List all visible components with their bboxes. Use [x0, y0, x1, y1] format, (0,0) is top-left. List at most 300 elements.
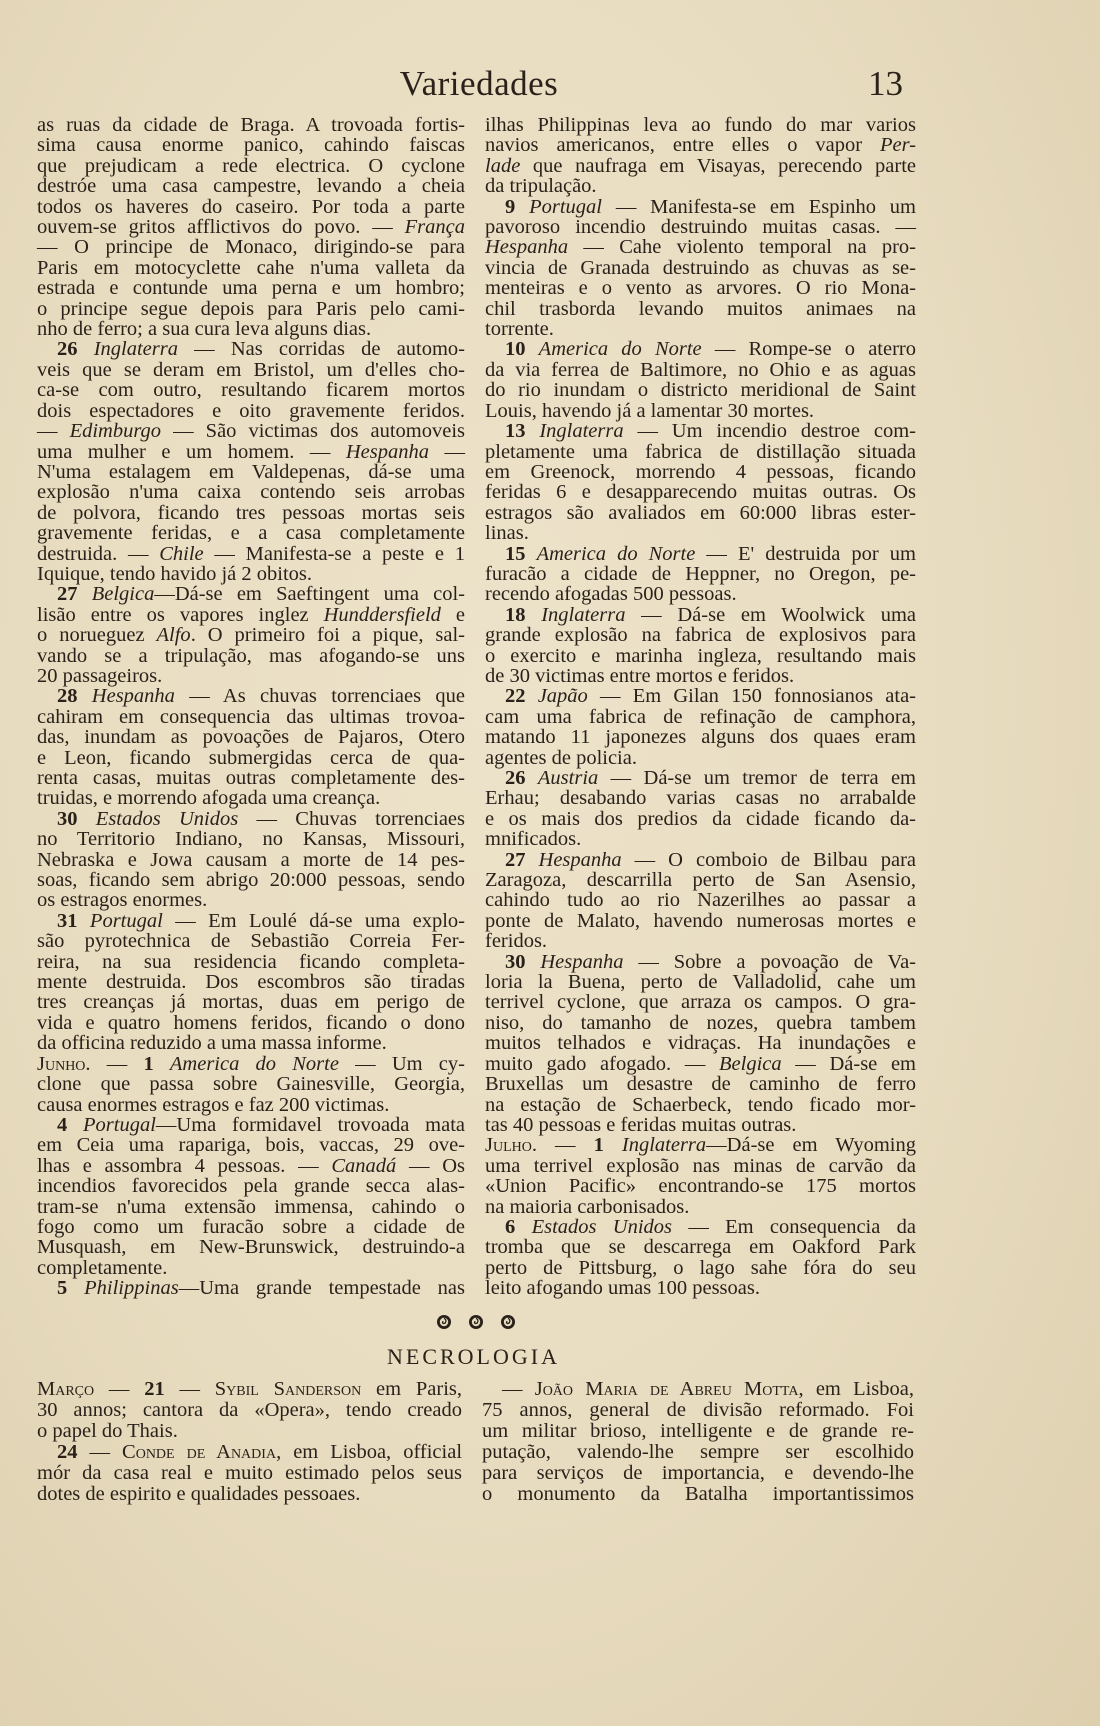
text-line [485, 992, 916, 1012]
italic-term: Portugal [83, 1113, 156, 1136]
text-line [37, 1135, 465, 1155]
date-number: 27 [505, 848, 526, 871]
text-line [37, 1258, 465, 1278]
text-line [485, 666, 916, 686]
text-run: Iquique, tendo havido já 2 obitos. [37, 562, 312, 585]
text-line [485, 564, 916, 584]
date-number: 15 [505, 542, 526, 565]
text-line [485, 1197, 916, 1217]
text-run: feridos. [485, 930, 548, 953]
text-run: feridas 6 e desapparecendo muitas outras. Os [485, 481, 916, 504]
text-line [37, 646, 465, 666]
text-run: clone que passa sobre Gainesville, Georgia, [37, 1073, 465, 1096]
text-run [526, 849, 539, 871]
text-run: das, inundam as povoações de Pajaros, Otero [37, 726, 465, 749]
text-run: muitos telhados e vidraças. Ha inundações e [485, 1032, 916, 1055]
text-run: —Uma formidavel trovoada mata [155, 1113, 465, 1136]
text-line [37, 258, 465, 278]
text-line [37, 1421, 462, 1442]
text-line [37, 666, 465, 686]
text-line [485, 299, 916, 319]
text-run: Nebraska e Jowa causam a morte de 14 pes- [37, 848, 465, 871]
text-line [37, 462, 465, 482]
text-run: . O primeiro foi a pique, sal- [190, 624, 465, 647]
text-run: estrada e contunde uma perna e um hombro; [37, 277, 465, 300]
text-line [485, 523, 916, 543]
italic-term: Hespanha [540, 950, 624, 973]
date-number: 26 [505, 767, 526, 789]
text-run [526, 604, 542, 626]
text-line [37, 1115, 465, 1135]
text-run: — Chuvas torrenciaes [238, 807, 466, 830]
text-run: ouvem-se gritos afflictivos do povo. — [37, 216, 405, 239]
text-line [485, 748, 916, 768]
text-run: , em Lisboa, [798, 1378, 914, 1400]
text-run: ilhas Philippinas leva ao fundo do mar varios [485, 114, 916, 136]
text-run: Bruxellas um desastre de caminho de ferro [485, 1073, 916, 1096]
small-caps-term: Junho. [37, 1052, 91, 1075]
text-line [485, 1054, 916, 1074]
text-run: — [77, 1441, 123, 1463]
paragraph [485, 1217, 916, 1299]
date-number: 1 [143, 1052, 154, 1075]
italic-term: Estados Unidos [531, 1215, 673, 1238]
text-line [485, 809, 916, 829]
text-line [485, 727, 916, 747]
text-line [485, 829, 916, 849]
text-run: — Nas corridas de automo- [177, 338, 466, 361]
text-run: Musquash, em New-Brunswick, destruindo-a [37, 1236, 465, 1259]
date-number: 31 [57, 909, 78, 932]
text-line [37, 1217, 465, 1237]
text-line [37, 727, 465, 747]
paragraph [485, 421, 916, 543]
fleuron-icon [436, 1314, 452, 1330]
text-line [485, 319, 916, 339]
text-line [485, 258, 916, 278]
text-line [37, 237, 465, 257]
date-number: 21 [144, 1378, 165, 1400]
italic-term: Belgica [719, 1052, 782, 1075]
text-line [37, 1484, 462, 1505]
text-line [37, 1095, 465, 1115]
paragraph [485, 339, 916, 421]
date-number: 4 [57, 1113, 68, 1136]
text-line [485, 135, 916, 155]
text-run: ca-se com outro, resultando ficarem mortos [37, 379, 465, 402]
text-run: cam uma fabrica de refinação de camphora, [485, 705, 916, 728]
text-run: tromba que se descarrega em Oakford Park [485, 1236, 916, 1259]
text-line [485, 768, 916, 788]
text-line [485, 646, 916, 666]
text-run [526, 338, 539, 360]
text-line [37, 931, 465, 951]
text-line [37, 421, 465, 441]
text-line [485, 339, 916, 359]
text-line [37, 809, 465, 829]
text-line [37, 1013, 465, 1033]
paragraph [485, 952, 916, 1136]
text-line [37, 890, 465, 910]
small-caps-term: Sybil Sanderson [214, 1378, 362, 1400]
italic-term: Hespanha [538, 848, 622, 871]
text-run: reira, na sua residencia ficando completa- [37, 950, 465, 973]
italic-term: America do Norte [169, 1052, 339, 1075]
paragraph [37, 686, 465, 808]
text-run: — Dá-se um tremor de terra em [598, 767, 917, 789]
text-line [37, 503, 465, 523]
text-run: Zaragoza, descarrilla perto de San Asensio, [485, 869, 916, 892]
text-run: menteiras e o vento as arvores. O rio Mona- [485, 277, 916, 300]
italic-term: Portugal [529, 195, 602, 218]
necrology-heading: NECROLOGIA [387, 1344, 560, 1369]
text-run: furacão a cidade de Heppner, no Oregon, pe- [485, 562, 916, 585]
text-line [485, 1258, 916, 1278]
text-run: — [90, 1052, 144, 1075]
text-run: em Ceia uma rapariga, bois, vaccas, 29 ove- [37, 1134, 465, 1157]
paragraph [37, 1278, 465, 1298]
italic-term: Austria [537, 767, 599, 789]
text-run: pavoroso incendio destruindo muitas casas. — [485, 216, 916, 239]
italic-term: Canadá [331, 1154, 397, 1177]
text-run: em Paris, [361, 1378, 463, 1400]
text-line [37, 319, 465, 339]
date-number: 6 [505, 1215, 516, 1238]
text-line [37, 176, 465, 196]
text-run: no Territorio Indiano, no Kansas, Missouri, [37, 828, 465, 851]
paragraph [37, 911, 465, 1054]
text-run: 30 annos; cantora da «Opera», tendo creado [37, 1399, 462, 1421]
text-run: — São victimas dos automoveis [161, 420, 466, 443]
italic-term: França [404, 216, 465, 239]
text-run: vincia de Granada destruindo as chuvas as se- [485, 256, 916, 279]
date-number: 1 [593, 1134, 604, 1157]
text-run [67, 1114, 83, 1136]
date-number: 27 [57, 583, 78, 606]
date-number: 5 [57, 1277, 68, 1300]
text-run [78, 338, 94, 360]
paragraph [485, 115, 916, 197]
text-line [485, 1115, 916, 1135]
text-line [485, 972, 916, 992]
text-line [37, 564, 465, 584]
text-run: —Dá-se em Wyoming [706, 1134, 916, 1157]
text-line [37, 1237, 465, 1257]
date-number: 13 [505, 420, 526, 443]
text-line [37, 584, 465, 604]
text-run: as ruas da cidade de Braga. A trovoada fortis- [37, 114, 465, 136]
text-run [526, 951, 541, 973]
text-line [37, 625, 465, 645]
text-run [78, 910, 90, 932]
fleuron-icon [500, 1314, 516, 1330]
date-number: 30 [505, 950, 526, 973]
text-run: — Em consequencia da [672, 1215, 917, 1238]
text-run: de polvora, ficando tres pessoas mortas seis [37, 501, 465, 524]
italic-term: Estados Unidos [95, 807, 239, 830]
text-run: o exercito e marinha ingleza, resultando mais [485, 644, 916, 667]
italic-term: Inglaterra [541, 603, 626, 626]
text-run: navios americanos, entre elles o vapor [485, 134, 880, 157]
text-line [37, 829, 465, 849]
text-run: causa enormes estragos e faz 200 victimas. [37, 1093, 390, 1116]
text-line [485, 1156, 916, 1176]
text-run: vida e quatro homens feridos, ficando o dono [37, 1011, 465, 1034]
paragraph [485, 605, 916, 687]
text-line [37, 992, 465, 1012]
text-run [78, 583, 92, 605]
text-run: da tripulação. [485, 175, 597, 198]
text-run: loria la Buena, perto de Valladolid, cahe um [485, 971, 916, 994]
text-run: mente destruida. Dos escombros são tiradas [37, 971, 465, 994]
text-line [485, 217, 916, 237]
text-line [485, 360, 916, 380]
text-line [37, 380, 465, 400]
text-line [485, 1074, 916, 1094]
text-line [37, 1074, 465, 1094]
text-line [37, 1054, 465, 1074]
italic-term: Belgica [91, 583, 155, 606]
text-run: em Greenock, morrendo 4 pessoas, ficando [485, 460, 916, 483]
text-run: destruida. — [37, 542, 160, 565]
text-run: — Os [396, 1154, 465, 1177]
text-run: uma mulher e um homem. — [37, 440, 346, 463]
text-line [37, 401, 465, 421]
text-line [482, 1421, 914, 1442]
paragraph [37, 115, 465, 339]
text-run: — Em Loulé dá-se uma explo- [162, 909, 466, 932]
text-run: —Uma grande tempestade nas [178, 1277, 465, 1300]
text-run [526, 543, 537, 565]
text-line [485, 605, 916, 625]
text-run: e [440, 603, 465, 626]
date-number: 22 [505, 685, 526, 708]
text-run [526, 685, 538, 707]
text-line [37, 1176, 465, 1196]
text-run [78, 685, 92, 707]
italic-term: Edimburgo [69, 420, 162, 443]
italic-term: Hunddersfield [323, 603, 441, 626]
date-number: 26 [57, 338, 78, 361]
italic-term: lade [485, 154, 521, 177]
text-line [37, 788, 465, 808]
paragraph [485, 686, 916, 768]
italic-term: Hespanha [91, 685, 175, 708]
ornament-divider [0, 1314, 1100, 1330]
small-caps-term: João Maria de Abreu Motta [534, 1378, 799, 1400]
text-line [482, 1484, 914, 1505]
text-run: — [37, 420, 70, 443]
paragraph [37, 584, 465, 686]
text-line [37, 1278, 465, 1298]
italic-term: Portugal [89, 909, 163, 932]
text-line [37, 870, 465, 890]
italic-term: Inglaterra [93, 338, 178, 361]
text-run: — As chuvas torrenciaes que [174, 685, 466, 708]
date-number: 28 [57, 685, 78, 708]
text-line [485, 503, 916, 523]
text-run: matando 11 japonezes alguns dos quaes eram [485, 726, 916, 749]
text-line [485, 482, 916, 502]
text-run [526, 420, 540, 442]
text-run: nho de ferro; a sua cura leva alguns dias. [37, 318, 372, 341]
text-run [604, 1134, 622, 1156]
text-run: — [502, 1378, 535, 1400]
italic-term: Hespanha [345, 440, 429, 463]
text-run: são pyrotechnica de Sebastião Correia Fer- [37, 930, 465, 953]
text-line [37, 1156, 465, 1176]
text-run: leito afogando umas 100 pessoas. [485, 1277, 760, 1300]
text-run: — O principe de Monaco, dirigindo-se para [37, 236, 465, 259]
text-run: o norueguez [37, 624, 157, 647]
text-run [526, 767, 538, 789]
text-line [37, 197, 465, 217]
text-line [37, 217, 465, 237]
paragraph [37, 1379, 462, 1442]
text-run: na estação de Schaerbeck, tendo ficado mor- [485, 1093, 916, 1116]
text-run: grande explosão na fabrica de explosivos para [485, 624, 916, 647]
text-line [37, 115, 465, 135]
text-run: renta casas, muitas outras completamente des- [37, 767, 465, 789]
text-run: truidas, e morrendo afogada uma creança. [37, 787, 381, 810]
paragraph [485, 768, 916, 850]
text-run: «Union Pacific» encontrando-se 175 mortos [485, 1175, 916, 1198]
text-run: — Em Gilan 150 fonnosianos ata- [587, 685, 917, 708]
text-run: — Manifesta-se a peste e 1 [203, 542, 465, 565]
paragraph [485, 850, 916, 952]
text-line [37, 707, 465, 727]
text-run: e os mais dos predios da cidade ficando da- [485, 807, 916, 830]
date-number: 24 [57, 1441, 78, 1463]
text-run [67, 1277, 84, 1299]
text-line [485, 1013, 916, 1033]
text-run: vando se a tripulação, mas afogando-se uns [37, 644, 465, 667]
text-line [485, 1217, 916, 1237]
running-head-title: Variedades [399, 64, 559, 103]
text-run: agentes de policia. [485, 746, 637, 769]
text-line [485, 1278, 916, 1298]
text-run: os estragos enormes. [37, 889, 208, 912]
text-line [485, 421, 916, 441]
right-column [485, 115, 916, 1299]
italic-term: Philippinas [84, 1277, 179, 1300]
italic-term: America do Norte [538, 338, 702, 361]
text-line [485, 788, 916, 808]
text-run: — Cahe violento temporal na pro- [568, 236, 916, 259]
text-run: — Sobre a povoação de Va- [623, 950, 916, 973]
text-run: soas, ficando sem abrigo 20:000 pessoas, sendo [37, 869, 465, 892]
text-line [485, 237, 916, 257]
text-run: mór da casa real e muito estimado pelos seus [37, 1462, 462, 1484]
text-line [482, 1379, 914, 1400]
paragraph [37, 1054, 465, 1115]
text-run: fogo como um furacão sobre a cidade de [37, 1215, 465, 1238]
paragraph [482, 1379, 914, 1505]
date-number: 30 [57, 807, 78, 830]
text-run: niso, do tamanho de nozes, quebra tambem [485, 1011, 916, 1034]
text-run: — Dá-se em Woolwick uma [625, 603, 917, 626]
text-run: 75 annos, general de divisão reformado. Foi [482, 1399, 914, 1421]
paragraph [37, 339, 465, 584]
text-run: — [537, 1134, 594, 1157]
text-line [485, 176, 916, 196]
text-line [485, 115, 916, 135]
paragraph [37, 809, 465, 911]
text-line [37, 911, 465, 931]
text-run: todos os haveres do caseiro. Por toda a parte [37, 195, 465, 218]
text-run: — [164, 1378, 215, 1400]
text-run: , em Lisboa, official [276, 1441, 463, 1463]
text-run: muito gado afogado. — [485, 1052, 720, 1075]
fleuron-icon [468, 1314, 484, 1330]
small-caps-term: Conde de Anadia [122, 1441, 277, 1463]
small-caps-term: Março [37, 1378, 95, 1400]
text-run: destróe uma casa campestre, levando a cheia [37, 175, 465, 198]
text-run: completamente. [37, 1256, 168, 1279]
text-line [37, 482, 465, 502]
text-run: — Manifesta-se em Espinho um [602, 195, 917, 218]
text-run: cahiram em consequencia das ultimas trovoa- [37, 705, 465, 728]
text-line [37, 278, 465, 298]
date-number: 18 [505, 603, 526, 626]
text-run: — [94, 1378, 145, 1400]
text-run [515, 1216, 531, 1238]
text-line [485, 870, 916, 890]
text-line [485, 1095, 916, 1115]
text-run [78, 808, 96, 830]
text-line [37, 299, 465, 319]
text-run: pletamente uma fabrica de distillação situada [485, 440, 916, 463]
text-run: na maioria carbonisados. [485, 1195, 690, 1218]
italic-term: Inglaterra [539, 420, 624, 443]
text-run: um militar brioso, intelligente e de grande re- [482, 1420, 914, 1442]
text-run: recendo afogadas 500 pessoas. [485, 583, 737, 606]
text-line [485, 850, 916, 870]
text-run: ponte de Malato, havendo numerosas mortes e [485, 909, 916, 932]
text-run: que prejudicam a rede electrica. O cyclone [37, 154, 465, 177]
text-run: dotes de espirito e qualidades pessoaes. [37, 1483, 361, 1505]
text-line [37, 748, 465, 768]
text-run: tas 40 pessoas e feridas muitas outras. [485, 1113, 797, 1136]
text-line [485, 1135, 916, 1155]
text-run: cahindo tudo ao rio Nazerilhes ao passar a [485, 889, 916, 912]
text-run: sima causa enorme panico, cahindo faiscas [37, 134, 465, 157]
text-line [37, 1463, 462, 1484]
text-line [485, 442, 916, 462]
paragraph [485, 1135, 916, 1217]
necrology-right-column [482, 1379, 914, 1505]
text-line [37, 952, 465, 972]
text-run: torrente. [485, 318, 554, 341]
italic-term: Per- [879, 134, 916, 157]
text-line [37, 972, 465, 992]
text-run: Erhau; desabando varias casas no arrabalde [485, 787, 916, 810]
text-line [485, 584, 916, 604]
text-run: e Leon, ficando submergidas cerca de qua- [37, 746, 465, 769]
text-run [515, 196, 529, 218]
text-run: lhas e assombra 4 pessoas. — [37, 1154, 332, 1177]
text-run: lisão entre os vapores inglez [37, 603, 324, 626]
text-run: da officina reduzido a uma massa informe. [37, 1032, 387, 1055]
text-run: o principe segue depois para Paris pelo cami- [37, 297, 465, 320]
italic-term: Chile [159, 542, 204, 565]
italic-term: America do Norte [536, 542, 696, 565]
paragraph [485, 197, 916, 340]
text-run: de 30 victimas entre mortos e feridos. [485, 664, 795, 687]
italic-term: Japão [537, 685, 588, 708]
text-run: mnificados. [485, 828, 582, 851]
text-run: uma terrivel explosão nas minas de carvão da [485, 1154, 916, 1177]
